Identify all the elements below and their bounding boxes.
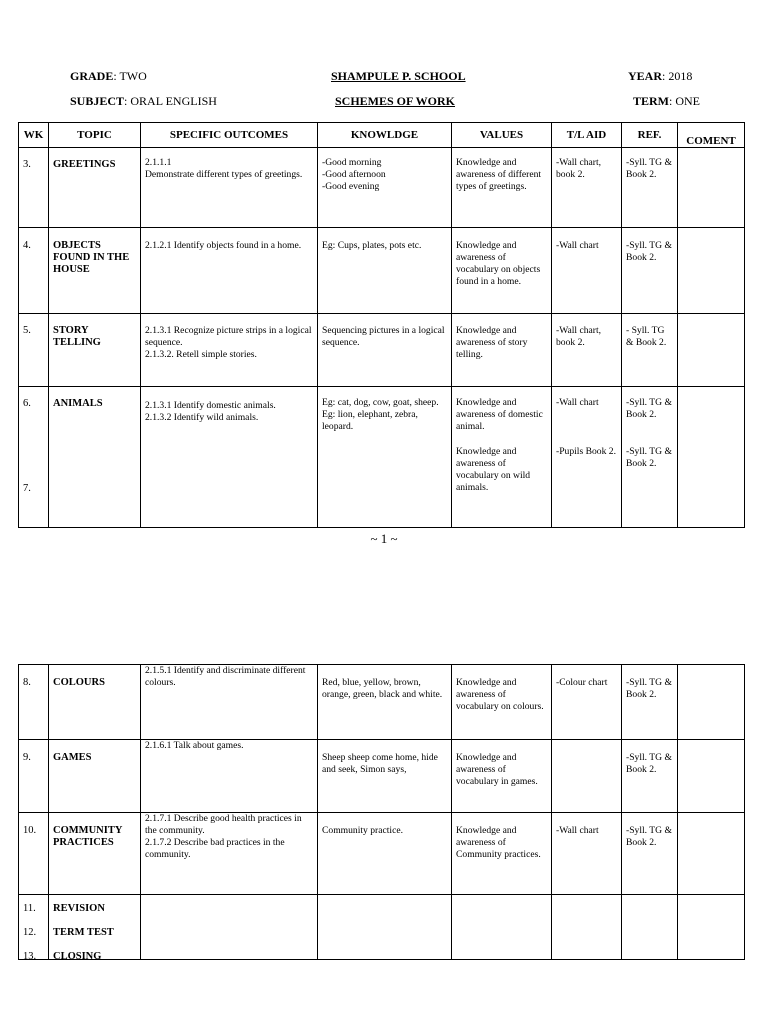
ref-cell: -Syll. TG & Book 2. [622, 740, 678, 813]
col-wk: WK [19, 123, 49, 148]
week-cell: 4. [19, 228, 49, 314]
year-value: : 2018 [662, 69, 693, 83]
table-row [19, 314, 745, 387]
year-line [628, 69, 692, 84]
knowledge-cell: Sheep sheep come home, hide and seek, Simon says, [318, 740, 452, 813]
week-7: 7. [23, 483, 31, 494]
aid-cell [552, 387, 622, 528]
week-6: 6. [23, 398, 31, 409]
knowledge-cell: Eg: cat, dog, cow, goat, sheep. Eg: lion, elephant, zebra, leopard. [318, 387, 452, 528]
scheme-table-1 [18, 122, 745, 528]
week-cell: 10. [19, 813, 49, 895]
topic-closing: CLOSING [53, 951, 102, 962]
ref-cell: -Syll. TG & Book 2. [622, 228, 678, 314]
topic-cell [49, 895, 141, 960]
knowledge-cell: Sequencing pictures in a logical sequence. [318, 314, 452, 387]
values-cell [452, 895, 552, 960]
scheme-title: SCHEMES OF WORK [335, 94, 456, 108]
header-row [19, 123, 745, 148]
page-number: ~ 1 ~ [370, 531, 398, 546]
aid-cell: -Wall chart, book 2. [552, 148, 622, 228]
comment-cell [678, 387, 745, 528]
week-cell [19, 387, 49, 528]
ref-cell: - Syll. TG & Book 2. [622, 314, 678, 387]
values-cell: Knowledge and awareness of vocabulary in games. [452, 740, 552, 813]
week-11: 11. [23, 903, 36, 914]
col-aid: T/L AID [552, 123, 622, 148]
ref-wild: -Syll. TG & Book 2. [626, 446, 672, 469]
grade-value: : TWO [113, 69, 147, 83]
col-values: VALUES [452, 123, 552, 148]
outcomes-cell: 2.1.3.1 Recognize picture strips in a logical sequence. 2.1.3.2. Retell simple stories. [141, 314, 318, 387]
outcomes-cell: 2.1.3.1 Identify domestic animals. 2.1.3.2 Identify wild animals. [141, 387, 318, 528]
week-12: 12. [23, 927, 37, 938]
aid-cell: -Wall chart, book 2. [552, 314, 622, 387]
knowledge-cell [318, 895, 452, 960]
knowledge-cell: Eg: Cups, plates, pots etc. [318, 228, 452, 314]
grade-label: GRADE [70, 69, 114, 83]
week-cell: 3. [19, 148, 49, 228]
aid-cell: -Wall chart [552, 813, 622, 895]
school-name: SHAMPULE P. SCHOOL [331, 69, 466, 83]
aid-cell: -Wall chart [552, 228, 622, 314]
topic-cell: GAMES [49, 740, 141, 813]
values-cell: Knowledge and awareness of Community practices. [452, 813, 552, 895]
col-comment: COMENT [678, 123, 745, 148]
week-cell: 9. [19, 740, 49, 813]
comment-cell [678, 895, 745, 960]
aid-cell [552, 740, 622, 813]
topic-cell: COMMUNITY PRACTICES [49, 813, 141, 895]
term-value: : ONE [669, 94, 700, 108]
grade-line [70, 69, 147, 84]
topic-cell: STORY TELLING [49, 314, 141, 387]
ref-cell: -Syll. TG & Book 2. [622, 148, 678, 228]
topic-cell: ANIMALS [49, 387, 141, 528]
col-topic: TOPIC [49, 123, 141, 148]
term-label: TERM [633, 94, 669, 108]
comment-cell [678, 813, 745, 895]
ref-cell: -Syll. TG & Book 2. [622, 813, 678, 895]
comment-cell [678, 314, 745, 387]
table-row-closing [19, 895, 745, 960]
term-line [633, 94, 700, 109]
comment-cell [678, 740, 745, 813]
outcomes-cell: 2.1.6.1 Talk about games. [141, 740, 318, 813]
topic-cell: OBJECTS FOUND IN THE HOUSE [49, 228, 141, 314]
values-wild: Knowledge and awareness of vocabulary on wild animals. [456, 446, 531, 493]
table-row [19, 740, 745, 813]
outcomes-cell: 2.1.5.1 Identify and discriminate different colours. [141, 665, 318, 740]
knowledge-cell: Red, blue, yellow, brown, orange, green, black and white. [318, 665, 452, 740]
week-cell: 8. [19, 665, 49, 740]
week-13: 13. [23, 951, 37, 962]
topic-cell: GREETINGS [49, 148, 141, 228]
knowledge-cell: -Good morning -Good afternoon -Good evening [318, 148, 452, 228]
values-cell: Knowledge and awareness of story telling. [452, 314, 552, 387]
values-cell: Knowledge and awareness of vocabulary on colours. [452, 665, 552, 740]
topic-term-test: TERM TEST [53, 927, 114, 938]
topic-cell: COLOURS [49, 665, 141, 740]
col-ref: REF. [622, 123, 678, 148]
comment-cell [678, 228, 745, 314]
subject-label: SUBJECT [70, 94, 125, 108]
knowledge-cell: Community practice. [318, 813, 452, 895]
topic-revision: REVISION [53, 903, 105, 914]
aid-cell [552, 895, 622, 960]
ref-cell: -Syll. TG & Book 2. [622, 665, 678, 740]
comment-cell [678, 665, 745, 740]
table-row [19, 665, 745, 740]
values-cell: Knowledge and awareness of different types of greetings. [452, 148, 552, 228]
comment-cell [678, 148, 745, 228]
week-cell: 5. [19, 314, 49, 387]
table-row [19, 228, 745, 314]
outcomes-cell: 2.1.1.1 Demonstrate different types of greetings. [141, 148, 318, 228]
outcomes-cell: 2.1.7.1 Describe good health practices in the community. 2.1.7.2 Describe bad practices in the community. [141, 813, 318, 895]
ref-cell [622, 895, 678, 960]
col-outcomes: SPECIFIC OUTCOMES [141, 123, 318, 148]
aid-cell: -Colour chart [552, 665, 622, 740]
year-label: YEAR [628, 69, 663, 83]
ref-cell [622, 387, 678, 528]
values-cell: Knowledge and awareness of vocabulary on objects found in a home. [452, 228, 552, 314]
scheme-table-2 [18, 664, 745, 960]
values-cell [452, 387, 552, 528]
outcomes-cell: 2.1.2.1 Identify objects found in a home. [141, 228, 318, 314]
values-domestic: Knowledge and awareness of domestic animal. [456, 397, 543, 432]
col-knowledge: KNOWLDGE [318, 123, 452, 148]
table-row [19, 148, 745, 228]
table-row-animals [19, 387, 745, 528]
ref-domestic: -Syll. TG & Book 2. [626, 397, 672, 420]
aid-domestic: -Wall chart [556, 397, 599, 408]
subject-line [70, 94, 217, 109]
outcomes-cell [141, 895, 318, 960]
table-row [19, 813, 745, 895]
subject-value: : ORAL ENGLISH [124, 94, 217, 108]
week-cell [19, 895, 49, 960]
aid-wild: -Pupils Book 2. [556, 446, 616, 457]
